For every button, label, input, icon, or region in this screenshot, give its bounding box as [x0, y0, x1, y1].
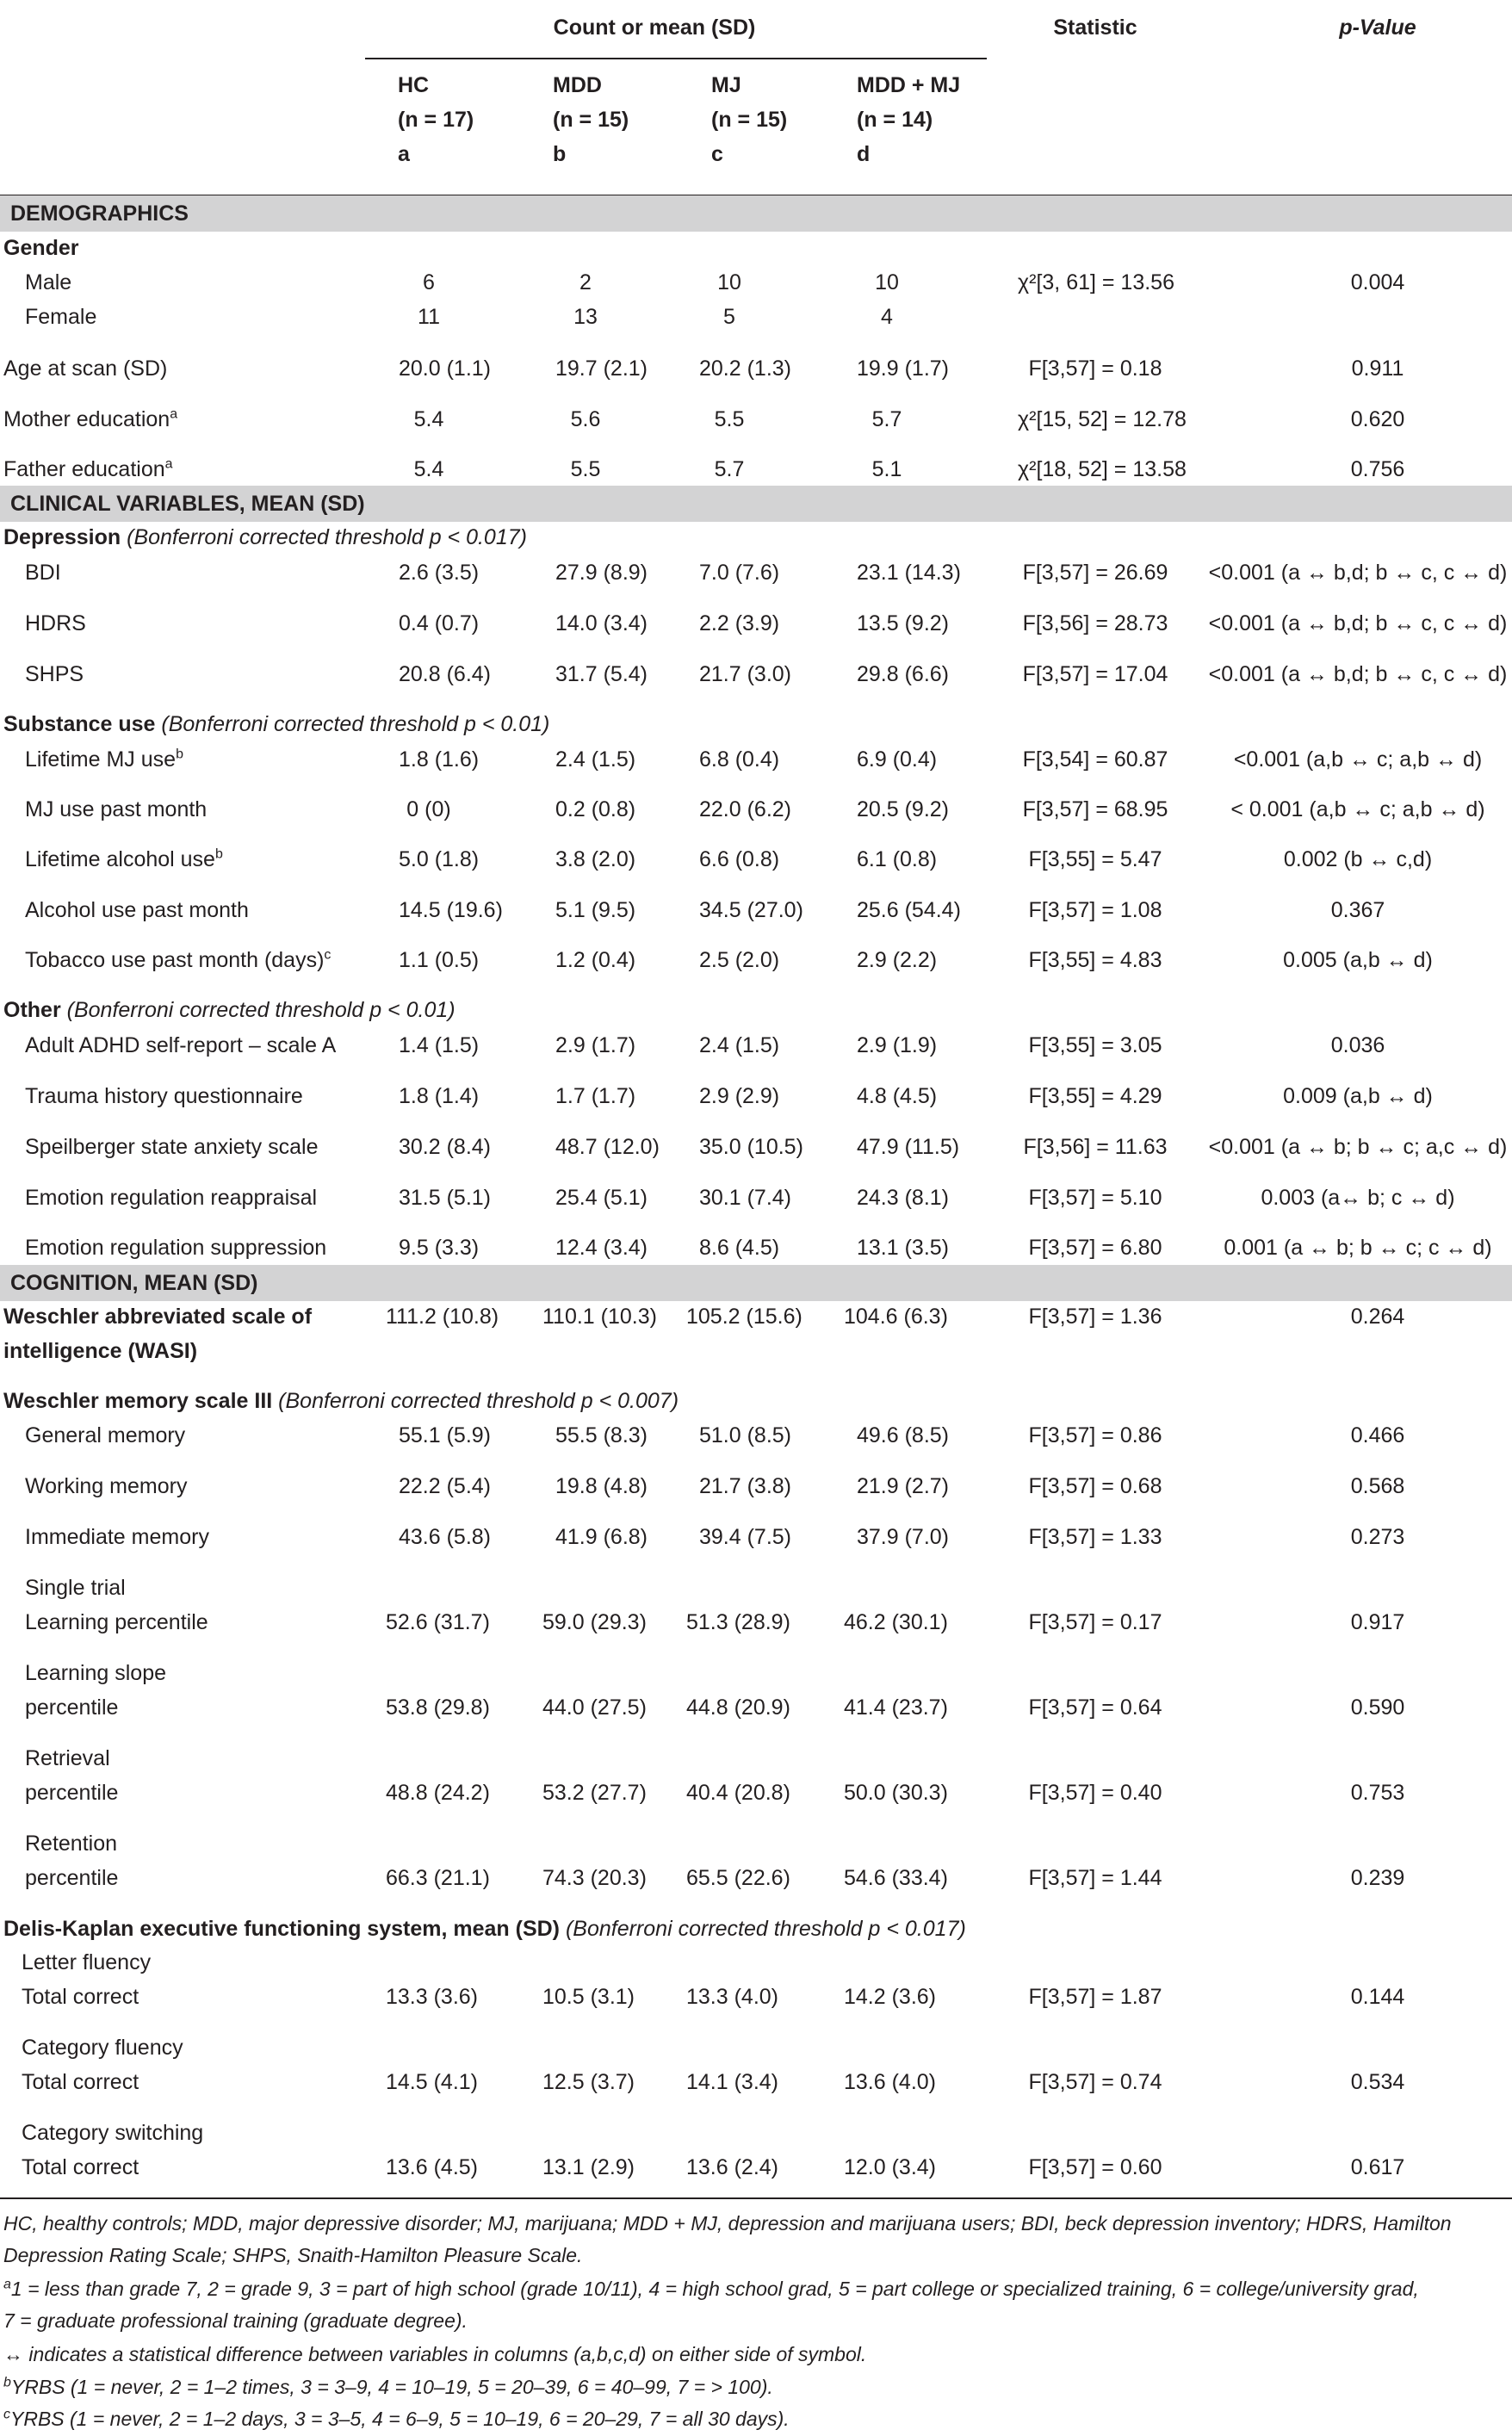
value-hc: 20.0 (1.1)	[399, 356, 492, 381]
value-mddmj: 47.9 (11.5)	[857, 1135, 960, 1159]
statistic: F[3,57] = 26.69	[1022, 561, 1168, 585]
section-demographics	[0, 195, 1512, 232]
value-hc: 1.1 (0.5)	[399, 948, 480, 972]
row-label: Adult ADHD self-report – scale A	[25, 1033, 337, 1057]
value-mdd: 74.3 (20.3)	[542, 1866, 647, 1890]
header-statistic: Statistic	[1053, 15, 1137, 40]
group-letter: b	[553, 142, 567, 166]
value-mddmj: 25.6 (54.4)	[857, 898, 961, 922]
value-mdd: 13	[573, 305, 598, 329]
value-hc: 5.4	[413, 407, 444, 431]
row-label-text: Lifetime alcohol use	[25, 847, 215, 871]
value-mj: 13.6 (2.4)	[686, 2155, 779, 2179]
p-value: <0.001 (a ↔ b,d; b ↔ c, c ↔ d)	[1208, 611, 1508, 635]
subhead-other	[3, 997, 455, 1023]
section-clinical	[0, 486, 1512, 522]
group-letter: d	[857, 142, 871, 166]
statistic: F[3,57] = 6.80	[1028, 1236, 1162, 1260]
value-hc: 30.2 (8.4)	[399, 1135, 492, 1159]
value-mj: 13.3 (4.0)	[686, 1985, 779, 2009]
p-value: 0.620	[1350, 407, 1405, 431]
footnote-mark: a	[170, 406, 178, 422]
p-value: <0.001 (a ↔ b,d; b ↔ c, c ↔ d)	[1208, 662, 1508, 686]
footnote-a-line1: 1 = less than grade 7, 2 = grade 9, 3 = part of high school (grade 10/11), 4 = high school grad, 5 = part college or specialized training, 6 = college/university grad,	[10, 2278, 1419, 2300]
row-label: Immediate memory	[25, 1525, 209, 1549]
value-mdd: 12.5 (3.7)	[542, 2070, 635, 2094]
statistic: F[3,57] = 17.04	[1022, 662, 1168, 686]
value-mddmj: 46.2 (30.1)	[844, 1610, 948, 1634]
value-mj: 5.5	[714, 407, 745, 431]
row-label: Working memory	[25, 1474, 188, 1498]
value-mdd: 25.4 (5.1)	[555, 1186, 648, 1210]
p-value: 0.756	[1350, 457, 1405, 481]
p-value: 0.005 (a,b ↔ d)	[1283, 948, 1433, 972]
value-mj: 51.3 (28.9)	[686, 1610, 790, 1634]
statistic: F[3,57] = 0.64	[1028, 1695, 1162, 1720]
value-mdd: 53.2 (27.7)	[542, 1781, 647, 1805]
value-mddmj: 41.4 (23.7)	[844, 1695, 948, 1720]
value-mdd: 2	[579, 270, 592, 294]
section-cognition	[0, 1265, 1512, 1301]
subhead-text: Depression	[3, 525, 121, 549]
value-mj: 40.4 (20.8)	[686, 1781, 790, 1805]
subhead-text: Substance use	[3, 712, 156, 736]
section-title: COGNITION, MEAN (SD)	[10, 1271, 258, 1295]
subhead-text: Weschler memory scale III	[3, 1389, 273, 1413]
value-mddmj: 5.1	[871, 457, 902, 481]
value-mdd: 31.7 (5.4)	[555, 662, 648, 686]
subhead-text: Other	[3, 998, 61, 1022]
statistic: F[3,57] = 0.68	[1028, 1474, 1162, 1498]
p-value: 0.003 (a↔ b; c ↔ d)	[1261, 1186, 1455, 1210]
row-label: MJ use past month	[25, 797, 208, 821]
row-label: Alcohol use past month	[25, 898, 249, 922]
section-title: CLINICAL VARIABLES, MEAN (SD)	[10, 492, 365, 516]
value-mdd: 27.9 (8.9)	[555, 561, 648, 585]
value-hc: 43.6 (5.8)	[399, 1525, 492, 1549]
row-label: Trauma history questionnaire	[25, 1084, 303, 1108]
p-value: 0.036	[1330, 1033, 1385, 1057]
subhead-depression	[3, 524, 527, 550]
p-value: <0.001 (a ↔ b,d; b ↔ c, c ↔ d)	[1208, 561, 1508, 585]
value-mddmj: 23.1 (14.3)	[857, 561, 961, 585]
subhead-note: (Bonferroni corrected threshold p < 0.017)	[565, 1917, 966, 1941]
row-label-line1: Weschler abbreviated scale of	[3, 1305, 313, 1329]
value-mdd: 110.1 (10.3)	[542, 1305, 657, 1329]
header-pvalue	[1274, 15, 1481, 40]
value-mddmj: 24.3 (8.1)	[857, 1186, 950, 1210]
value-mj: 30.1 (7.4)	[699, 1186, 792, 1210]
row-label-line1: Retention	[25, 1832, 118, 1856]
value-mdd: 19.7 (2.1)	[555, 356, 648, 381]
subhead-note: (Bonferroni corrected threshold p < 0.017)	[127, 525, 527, 549]
p-value: < 0.001 (a,b ↔ c; a,b ↔ d)	[1230, 797, 1485, 821]
row-label	[3, 456, 173, 482]
value-mj: 8.6 (4.5)	[699, 1236, 780, 1260]
value-hc: 1.8 (1.4)	[399, 1084, 480, 1108]
value-hc: 20.8 (6.4)	[399, 662, 492, 686]
section-title: DEMOGRAPHICS	[10, 201, 189, 226]
footnote-c	[3, 2403, 1506, 2435]
value-hc: 52.6 (31.7)	[386, 1610, 490, 1634]
value-mddmj: 5.7	[871, 407, 902, 431]
value-hc: 0 (0)	[406, 797, 451, 821]
value-hc: 2.6 (3.5)	[399, 561, 480, 585]
footnote-abbrev	[3, 2208, 1506, 2272]
row-label-line1: Category fluency	[22, 2036, 183, 2060]
statistic: F[3,57] = 1.33	[1028, 1525, 1162, 1549]
value-mj: 7.0 (7.6)	[699, 561, 780, 585]
statistic: χ²[18, 52] = 13.58	[1018, 457, 1187, 481]
footnote-b	[3, 2371, 1506, 2403]
footnote-abbrev-line1: HC, healthy controls; MDD, major depressive disorder; MJ, marijuana; MDD + MJ, depression and marijuana users; BDI, beck depression inventory; HDRS, Hamilton	[3, 2212, 1452, 2235]
value-mddmj: 4	[881, 305, 893, 329]
group-n: (n = 17)	[398, 108, 474, 132]
value-mj: 5.7	[714, 457, 745, 481]
p-value: 0.001 (a ↔ b; b ↔ c; c ↔ d)	[1224, 1236, 1492, 1260]
value-mj: 14.1 (3.4)	[686, 2070, 779, 2094]
value-mdd: 44.0 (27.5)	[542, 1695, 647, 1720]
row-label-line2: Learning percentile	[25, 1610, 208, 1634]
statistic: F[3,57] = 1.44	[1028, 1866, 1162, 1890]
value-hc: 13.6 (4.5)	[386, 2155, 479, 2179]
value-mj: 2.2 (3.9)	[699, 611, 780, 635]
statistic: F[3,56] = 28.73	[1022, 611, 1168, 635]
value-mddmj: 20.5 (9.2)	[857, 797, 950, 821]
value-mddmj: 50.0 (30.3)	[844, 1781, 948, 1805]
footnote-mark: c	[324, 947, 332, 963]
row-label-line2: percentile	[25, 1695, 119, 1720]
value-mddmj: 13.6 (4.0)	[844, 2070, 937, 2094]
value-mdd: 1.2 (0.4)	[555, 948, 636, 972]
value-mj: 10	[717, 270, 741, 294]
p-value: 0.009 (a,b ↔ d)	[1283, 1084, 1433, 1108]
p-value: 0.002 (b ↔ c,d)	[1283, 847, 1433, 871]
value-mj: 21.7 (3.0)	[699, 662, 792, 686]
value-mddmj: 13.5 (9.2)	[857, 611, 950, 635]
value-mj: 65.5 (22.6)	[686, 1866, 790, 1890]
row-label-line1: Category switching	[22, 2121, 204, 2145]
p-value: <0.001 (a ↔ b; b ↔ c; a,c ↔ d)	[1208, 1135, 1508, 1159]
value-mdd: 12.4 (3.4)	[555, 1236, 648, 1260]
group-letter: a	[398, 142, 410, 166]
row-label	[3, 406, 177, 432]
row-label: HDRS	[25, 611, 86, 635]
value-mddmj: 4.8 (4.5)	[857, 1084, 938, 1108]
statistic: F[3,57] = 0.17	[1028, 1610, 1162, 1634]
value-hc: 11	[418, 305, 440, 329]
footnote-c-text: YRBS (1 = never, 2 = 1–2 days, 3 = 3–5, 4 = 6–9, 5 = 10–19, 6 = 20–29, 7 = all 30 days).	[10, 2408, 790, 2430]
value-mj: 5	[723, 305, 735, 329]
value-mdd: 5.5	[570, 457, 601, 481]
subhead-wms	[3, 1388, 679, 1414]
statistic: F[3,55] = 3.05	[1028, 1033, 1162, 1057]
value-mdd: 0.2 (0.8)	[555, 797, 636, 821]
statistic: F[3,57] = 5.10	[1028, 1186, 1162, 1210]
value-mdd: 14.0 (3.4)	[555, 611, 648, 635]
subhead-text: Delis-Kaplan executive functioning system, mean (SD)	[3, 1917, 560, 1941]
value-mddmj: 19.9 (1.7)	[857, 356, 950, 381]
value-hc: 31.5 (5.1)	[399, 1186, 492, 1210]
footnote-mark: a	[164, 456, 173, 472]
row-label: Age at scan (SD)	[3, 356, 168, 381]
value-mddmj: 6.1 (0.8)	[857, 847, 938, 871]
p-value: 0.753	[1350, 1781, 1405, 1805]
footnote-a-line2: 7 = graduate professional training (graduate degree).	[3, 2309, 468, 2332]
value-mj: 6.8 (0.4)	[699, 747, 780, 772]
row-label-line2: intelligence (WASI)	[3, 1339, 198, 1363]
row-label: Female	[25, 305, 97, 329]
statistic: F[3,55] = 5.47	[1028, 847, 1162, 871]
value-hc: 14.5 (19.6)	[399, 898, 503, 922]
header-group-title: Count or mean (SD)	[553, 15, 756, 40]
group-n: (n = 14)	[857, 108, 933, 132]
statistic: F[3,57] = 1.08	[1028, 898, 1162, 922]
p-value: 0.004	[1350, 270, 1405, 294]
row-label: BDI	[25, 561, 61, 585]
value-mj: 2.9 (2.9)	[699, 1084, 780, 1108]
row-label-line2: percentile	[25, 1866, 119, 1890]
statistic: F[3,57] = 1.87	[1028, 1985, 1162, 2009]
row-label-line1: Retrieval	[25, 1746, 110, 1770]
value-hc: 48.8 (24.2)	[386, 1781, 490, 1805]
group-name: HC	[398, 73, 430, 97]
group-name: MDD	[553, 73, 602, 97]
p-value: 0.911	[1351, 356, 1404, 381]
value-mddmj: 29.8 (6.6)	[857, 662, 950, 686]
value-hc: 111.2 (10.8)	[386, 1305, 499, 1329]
row-label: Speilberger state anxiety scale	[25, 1135, 319, 1159]
value-hc: 14.5 (4.1)	[386, 2070, 479, 2094]
footnote-arrow: ↔ indicates a statistical difference between variables in columns (a,b,c,d) on either side of symbol.	[3, 2343, 867, 2365]
row-label: General memory	[25, 1423, 186, 1447]
group-name: MJ	[711, 73, 741, 97]
statistic: F[3,57] = 0.60	[1028, 2155, 1162, 2179]
row-label-line2: percentile	[25, 1781, 119, 1805]
value-mddmj: 14.2 (3.6)	[844, 1985, 937, 2009]
value-mddmj: 2.9 (2.2)	[857, 948, 938, 972]
statistic: F[3,54] = 60.87	[1022, 747, 1168, 772]
value-mj: 2.5 (2.0)	[699, 948, 780, 972]
row-label: SHPS	[25, 662, 84, 686]
footnote-mark-a: a	[3, 2277, 11, 2292]
value-mdd: 55.5 (8.3)	[555, 1423, 648, 1447]
value-hc: 5.4	[413, 457, 444, 481]
value-mdd: 1.7 (1.7)	[555, 1084, 636, 1108]
row-label-line1: Single trial	[25, 1576, 126, 1600]
value-hc: 13.3 (3.6)	[386, 1985, 479, 2009]
p-value: 0.568	[1350, 1474, 1405, 1498]
value-mj: 35.0 (10.5)	[699, 1135, 803, 1159]
group-name: MDD + MJ	[857, 73, 961, 97]
row-label-text: Tobacco use past month (days)	[25, 948, 325, 972]
row-label-text: Lifetime MJ use	[25, 747, 177, 772]
value-hc: 5.0 (1.8)	[399, 847, 480, 871]
p-value: 0.367	[1330, 898, 1385, 922]
value-mdd: 19.8 (4.8)	[555, 1474, 648, 1498]
subhead-note: (Bonferroni corrected threshold p < 0.01)	[161, 712, 550, 736]
footnote-a	[3, 2273, 1506, 2337]
value-mdd: 5.1 (9.5)	[555, 898, 636, 922]
statistic: F[3,55] = 4.29	[1028, 1084, 1162, 1108]
value-mddmj: 13.1 (3.5)	[857, 1236, 950, 1260]
value-hc: 9.5 (3.3)	[399, 1236, 480, 1260]
statistic: F[3,57] = 0.86	[1028, 1423, 1162, 1447]
statistic: F[3,57] = 68.95	[1022, 797, 1168, 821]
footnote-mark-b: b	[3, 2375, 11, 2390]
statistic: χ²[3, 61] = 13.56	[1018, 270, 1174, 294]
value-mj: 51.0 (8.5)	[699, 1423, 792, 1447]
value-mddmj: 21.9 (2.7)	[857, 1474, 950, 1498]
statistic: F[3,57] = 1.36	[1028, 1305, 1162, 1329]
value-mdd: 48.7 (12.0)	[555, 1135, 660, 1159]
row-label	[25, 846, 223, 872]
row-label-line2: Total correct	[22, 2155, 139, 2179]
value-hc: 22.2 (5.4)	[399, 1474, 492, 1498]
value-mdd: 59.0 (29.3)	[542, 1610, 647, 1634]
value-hc: 6	[423, 270, 435, 294]
value-mj: 39.4 (7.5)	[699, 1525, 792, 1549]
value-mdd: 10.5 (3.1)	[542, 1985, 635, 2009]
p-value: 0.144	[1350, 1985, 1405, 2009]
p-value: 0.466	[1350, 1423, 1405, 1447]
value-mj: 105.2 (15.6)	[686, 1305, 802, 1329]
row-label-text: Mother education	[3, 407, 170, 431]
subhead-gender: Gender	[3, 236, 79, 260]
value-mj: 21.7 (3.8)	[699, 1474, 792, 1498]
group-n: (n = 15)	[711, 108, 788, 132]
p-value: 0.264	[1350, 1305, 1405, 1329]
p-value: 0.590	[1350, 1695, 1405, 1720]
row-label-text: Father education	[3, 457, 165, 481]
value-hc: 1.8 (1.6)	[399, 747, 480, 772]
value-mddmj: 6.9 (0.4)	[857, 747, 938, 772]
value-mj: 44.8 (20.9)	[686, 1695, 790, 1720]
row-label-line2: Total correct	[22, 1985, 139, 2009]
p-value: 0.273	[1350, 1525, 1405, 1549]
p-value: 0.617	[1350, 2155, 1405, 2179]
statistic: χ²[15, 52] = 12.78	[1018, 407, 1187, 431]
value-hc: 0.4 (0.7)	[399, 611, 480, 635]
statistic: F[3,55] = 4.83	[1028, 948, 1162, 972]
footnote-mark: b	[176, 747, 183, 762]
value-hc: 55.1 (5.9)	[399, 1423, 492, 1447]
statistic: F[3,57] = 0.18	[1028, 356, 1162, 381]
value-mddmj: 10	[875, 270, 899, 294]
p-value: <0.001 (a,b ↔ c; a,b ↔ d)	[1233, 747, 1483, 772]
group-n: (n = 15)	[553, 108, 629, 132]
row-label: Emotion regulation reappraisal	[25, 1186, 318, 1210]
value-mddmj: 104.6 (6.3)	[844, 1305, 948, 1329]
value-mdd: 2.9 (1.7)	[555, 1033, 636, 1057]
statistic: F[3,56] = 11.63	[1023, 1135, 1168, 1159]
subhead-dkefs	[3, 1916, 966, 1942]
value-mj: 2.4 (1.5)	[699, 1033, 780, 1057]
row-label: Emotion regulation suppression	[25, 1236, 327, 1260]
row-label	[25, 947, 331, 973]
value-mj: 6.6 (0.8)	[699, 847, 780, 871]
subhead-substance	[3, 711, 549, 737]
statistic: F[3,57] = 0.40	[1028, 1781, 1162, 1805]
value-mj: 34.5 (27.0)	[699, 898, 803, 922]
value-mdd: 5.6	[570, 407, 601, 431]
row-label-line2: Total correct	[22, 2070, 139, 2094]
value-mddmj: 54.6 (33.4)	[844, 1866, 948, 1890]
header-group-rule	[365, 58, 987, 59]
value-mj: 22.0 (6.2)	[699, 797, 792, 821]
value-hc: 66.3 (21.1)	[386, 1866, 490, 1890]
table-bottom-rule	[0, 2197, 1512, 2199]
group-letter: c	[711, 142, 723, 166]
subhead-note: (Bonferroni corrected threshold p < 0.01)	[66, 998, 455, 1022]
value-mdd: 2.4 (1.5)	[555, 747, 636, 772]
footnote-abbrev-line2: Depression Rating Scale; SHPS, Snaith-Hamilton Pleasure Scale.	[3, 2244, 583, 2266]
value-mj: 20.2 (1.3)	[699, 356, 792, 381]
row-label-line1: Letter fluency	[22, 1950, 152, 1974]
value-hc: 53.8 (29.8)	[386, 1695, 490, 1720]
value-mddmj: 37.9 (7.0)	[857, 1525, 950, 1549]
header-pvalue-text: p-Value	[1339, 15, 1416, 40]
p-value: 0.239	[1350, 1866, 1405, 1890]
value-hc: 1.4 (1.5)	[399, 1033, 480, 1057]
p-value: 0.534	[1350, 2070, 1405, 2094]
footnote-mark: b	[214, 846, 223, 862]
value-mddmj: 2.9 (1.9)	[857, 1033, 938, 1057]
footnote-mark-c: c	[3, 2407, 10, 2422]
footnote-b-text: YRBS (1 = never, 2 = 1–2 times, 3 = 3–9, 4 = 10–19, 5 = 20–39, 6 = 40–99, 7 = > 100).	[10, 2376, 773, 2398]
value-mdd: 3.8 (2.0)	[555, 847, 636, 871]
value-mdd: 41.9 (6.8)	[555, 1525, 648, 1549]
value-mdd: 13.1 (2.9)	[542, 2155, 635, 2179]
row-label-line1: Learning slope	[25, 1661, 167, 1685]
subhead-note: (Bonferroni corrected threshold p < 0.007)	[278, 1389, 679, 1413]
p-value: 0.917	[1350, 1610, 1405, 1634]
statistic: F[3,57] = 0.74	[1028, 2070, 1162, 2094]
row-label: Male	[25, 270, 72, 294]
value-mddmj: 49.6 (8.5)	[857, 1423, 950, 1447]
value-mddmj: 12.0 (3.4)	[844, 2155, 937, 2179]
row-label	[25, 747, 183, 772]
